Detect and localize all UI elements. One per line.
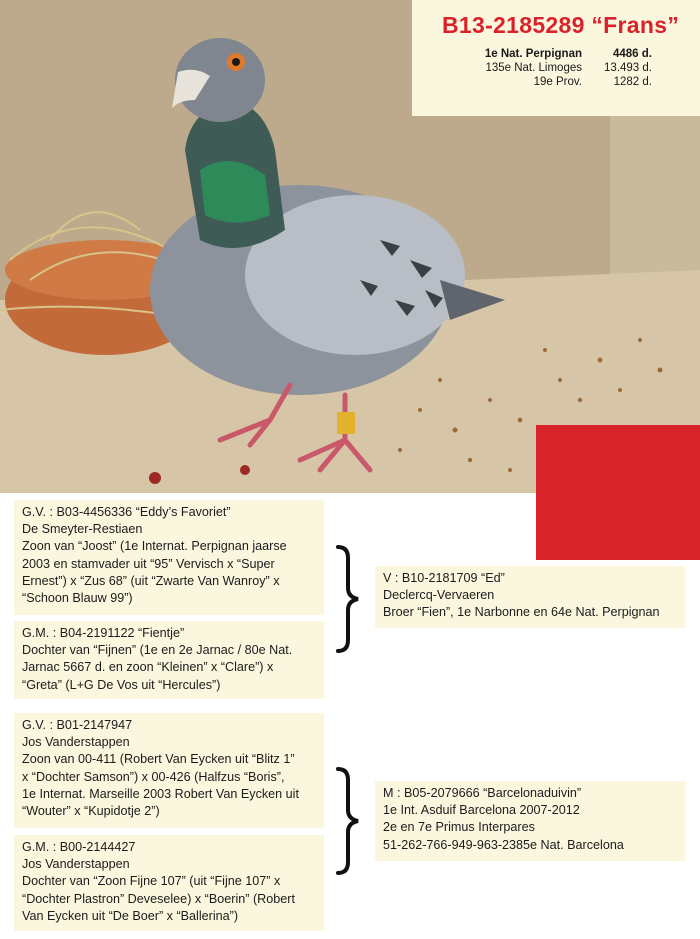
pedigree-line: “Greta” (L+G De Vos uit “Hercules”) xyxy=(22,677,221,692)
pedigree-line: Zoon van 00-411 (Robert Van Eycken uit “Blitz 1” xyxy=(22,752,295,767)
father-box xyxy=(375,566,685,628)
pedigree-line: Jarnac 5667 d. en zoon “Kleinen” x “Clare”) x xyxy=(22,660,274,675)
red-accent-block xyxy=(536,425,700,560)
result-participants: 4486 d. xyxy=(613,48,652,60)
result-race: 1e Nat. Perpignan xyxy=(484,48,582,60)
pedigree-line: “Wouter” x “Kupidotje 2”) xyxy=(22,804,160,819)
pedigree-line: 1e Internat. Marseille 2003 Robert Van Eycken uit xyxy=(22,786,299,801)
pedigree-line: G.V. : B01-2147947 xyxy=(22,718,133,732)
pedigree-line: Broer “Fien”, 1e Narbonne en 64e Nat. Perpignan xyxy=(383,605,660,620)
pedigree-line: De Smeyter-Restiaen xyxy=(22,522,143,537)
brace-icon xyxy=(332,766,362,876)
pedigree-line: Zoon van “Joost” (1e Internat. Perpignan jaarse xyxy=(22,539,287,554)
pedigree-line: Ernest”) x “Zus 68” (uit “Zwarte Van Wanroy” x xyxy=(22,573,280,588)
pedigree-line: 51-262-766-949-963-2385e Nat. Barcelona xyxy=(383,837,624,852)
pedigree-line: G.M. : B00-2144427 xyxy=(22,840,136,854)
pedigree-line: 1e Int. Asduif Barcelona 2007-2012 xyxy=(383,803,580,818)
brace-icon xyxy=(332,544,362,654)
pedigree-line: “Schoon Blauw 99”) xyxy=(22,591,133,606)
result-row xyxy=(412,76,652,90)
grandfather-maternal-box xyxy=(14,713,324,828)
pedigree-line: 2e en 7e Primus Interpares xyxy=(383,820,535,835)
pedigree-line: 2003 en stamvader uit “95” Vervisch x “Super xyxy=(22,556,275,571)
pedigree-line: Dochter van “Zoon Fijne 107” (uit “Fijne 107” x xyxy=(22,874,281,889)
result-participants: 1282 d. xyxy=(613,76,652,88)
pedigree-line: G.V. : B03-4456336 “Eddy’s Favoriet” xyxy=(22,505,231,519)
result-row xyxy=(412,48,652,62)
pedigree-line: Jos Vanderstappen xyxy=(22,857,130,872)
result-race: 19e Prov. xyxy=(533,76,582,88)
pedigree-line: Declercq-Vervaeren xyxy=(383,588,495,603)
result-participants: 13.493 d. xyxy=(604,62,652,74)
pedigree-line: x “Dochter Samson”) x 00-426 (Halfzus “Boris”, xyxy=(22,769,285,784)
pigeon-title: B13-2185289 “Frans” xyxy=(442,12,680,38)
pedigree-line: V : B10-2181709 “Ed” xyxy=(383,571,505,585)
pedigree-line: G.M. : B04-2191122 “Fientje” xyxy=(22,626,185,640)
pedigree-line: Van Eycken uit “De Boer” x “Ballerina”) xyxy=(22,908,239,923)
grandmother-paternal-box xyxy=(14,621,324,699)
pedigree-line: “Dochter Plastron” Deveselee) x “Boerin” (Robert xyxy=(22,891,295,906)
pedigree-line: Dochter van “Fijnen” (1e en 2e Jarnac / 80e Nat. xyxy=(22,643,293,658)
grandmother-maternal-box xyxy=(14,835,324,931)
grandfather-paternal-box xyxy=(14,500,324,615)
result-row xyxy=(412,62,652,76)
pedigree-line: Jos Vanderstappen xyxy=(22,735,130,750)
pedigree-line: M : B05-2079666 “Barcelonaduivin” xyxy=(383,786,582,800)
result-race: 135e Nat. Limoges xyxy=(485,62,582,74)
mother-box xyxy=(375,781,685,861)
